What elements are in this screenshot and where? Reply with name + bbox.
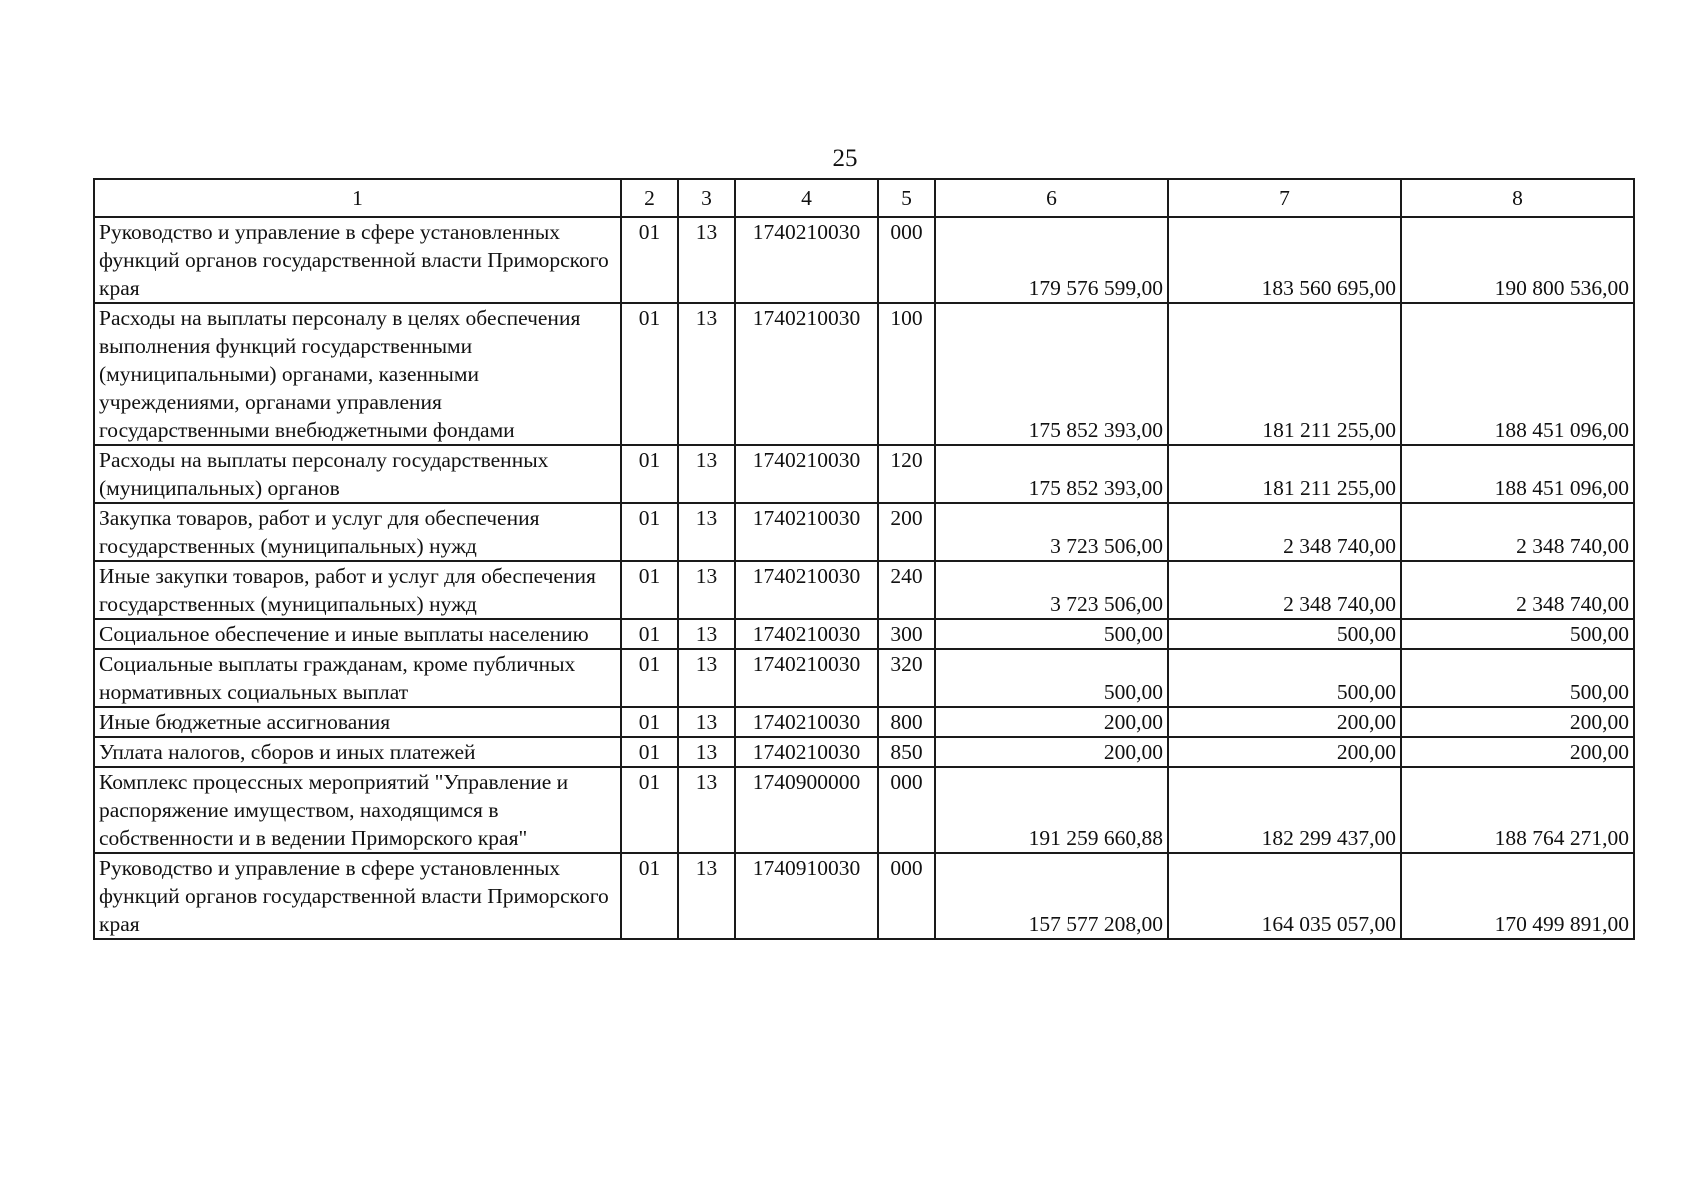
amount-col-6: 500,00: [935, 619, 1168, 649]
amount-col-7: 181 211 255,00: [1168, 445, 1401, 503]
subsection-code: 13: [678, 217, 735, 303]
expense-type-code: 000: [878, 767, 935, 853]
amount-col-7: 183 560 695,00: [1168, 217, 1401, 303]
amount-col-8: 170 499 891,00: [1401, 853, 1634, 939]
expense-name: Уплата налогов, сборов и иных платежей: [94, 737, 621, 767]
expense-name: Расходы на выплаты персоналу государственных (муниципальных) органов: [94, 445, 621, 503]
column-header: 4: [735, 179, 878, 217]
column-header: 5: [878, 179, 935, 217]
section-code: 01: [621, 445, 678, 503]
amount-col-7: 182 299 437,00: [1168, 767, 1401, 853]
amount-col-7: 200,00: [1168, 737, 1401, 767]
table-row: [94, 619, 1634, 649]
expense-name: Закупка товаров, работ и услуг для обеспечения государственных (муниципальных) нужд: [94, 503, 621, 561]
amount-col-7: 2 348 740,00: [1168, 561, 1401, 619]
amount-col-6: 500,00: [935, 649, 1168, 707]
expense-type-code: 850: [878, 737, 935, 767]
amount-col-6: 200,00: [935, 737, 1168, 767]
column-header: 8: [1401, 179, 1634, 217]
target-article-code: 1740210030: [735, 707, 878, 737]
amount-col-8: 2 348 740,00: [1401, 503, 1634, 561]
column-header: 6: [935, 179, 1168, 217]
amount-col-8: 2 348 740,00: [1401, 561, 1634, 619]
column-header: 1: [94, 179, 621, 217]
amount-col-8: 200,00: [1401, 737, 1634, 767]
expense-name: Комплекс процессных мероприятий "Управление и распоряжение имуществом, находящимся в собственности и в ведении Приморского края": [94, 767, 621, 853]
amount-col-8: 188 764 271,00: [1401, 767, 1634, 853]
target-article-code: 1740210030: [735, 561, 878, 619]
column-header: 2: [621, 179, 678, 217]
subsection-code: 13: [678, 767, 735, 853]
subsection-code: 13: [678, 853, 735, 939]
amount-col-7: 500,00: [1168, 649, 1401, 707]
expense-type-code: 240: [878, 561, 935, 619]
target-article-code: 1740210030: [735, 649, 878, 707]
amount-col-7: 2 348 740,00: [1168, 503, 1401, 561]
amount-col-6: 3 723 506,00: [935, 561, 1168, 619]
expense-type-code: 800: [878, 707, 935, 737]
amount-col-6: 179 576 599,00: [935, 217, 1168, 303]
table-row: [94, 767, 1634, 853]
section-code: 01: [621, 217, 678, 303]
amount-col-8: 190 800 536,00: [1401, 217, 1634, 303]
amount-col-8: 188 451 096,00: [1401, 303, 1634, 445]
table-row: [94, 503, 1634, 561]
amount-col-6: 175 852 393,00: [935, 445, 1168, 503]
target-article-code: 1740900000: [735, 767, 878, 853]
amount-col-6: 3 723 506,00: [935, 503, 1168, 561]
subsection-code: 13: [678, 737, 735, 767]
column-header: 3: [678, 179, 735, 217]
section-code: 01: [621, 737, 678, 767]
target-article-code: 1740210030: [735, 619, 878, 649]
table-row: [94, 561, 1634, 619]
target-article-code: 1740210030: [735, 737, 878, 767]
page-number: 25: [832, 145, 858, 172]
subsection-code: 13: [678, 445, 735, 503]
expense-name: Руководство и управление в сфере установленных функций органов государственной власти Приморского края: [94, 853, 621, 939]
amount-col-7: 500,00: [1168, 619, 1401, 649]
table-row: [94, 853, 1634, 939]
amount-col-6: 200,00: [935, 707, 1168, 737]
column-header: 7: [1168, 179, 1401, 217]
expense-name: Руководство и управление в сфере установленных функций органов государственной власти Приморского края: [94, 217, 621, 303]
subsection-code: 13: [678, 707, 735, 737]
section-code: 01: [621, 767, 678, 853]
subsection-code: 13: [678, 619, 735, 649]
expense-name: Иные бюджетные ассигнования: [94, 707, 621, 737]
section-code: 01: [621, 619, 678, 649]
amount-col-6: 175 852 393,00: [935, 303, 1168, 445]
expense-type-code: 100: [878, 303, 935, 445]
expense-type-code: 300: [878, 619, 935, 649]
expense-type-code: 000: [878, 217, 935, 303]
section-code: 01: [621, 503, 678, 561]
target-article-code: 1740210030: [735, 303, 878, 445]
expense-type-code: 000: [878, 853, 935, 939]
target-article-code: 1740210030: [735, 445, 878, 503]
expense-name: Социальное обеспечение и иные выплаты населению: [94, 619, 621, 649]
budget-table: [93, 178, 1635, 940]
table-row: [94, 649, 1634, 707]
section-code: 01: [621, 561, 678, 619]
section-code: 01: [621, 303, 678, 445]
subsection-code: 13: [678, 561, 735, 619]
table-row: [94, 707, 1634, 737]
expense-name: Социальные выплаты гражданам, кроме публичных нормативных социальных выплат: [94, 649, 621, 707]
amount-col-8: 500,00: [1401, 619, 1634, 649]
table-row: [94, 737, 1634, 767]
section-code: 01: [621, 853, 678, 939]
amount-col-8: 500,00: [1401, 649, 1634, 707]
amount-col-8: 200,00: [1401, 707, 1634, 737]
subsection-code: 13: [678, 503, 735, 561]
expense-type-code: 320: [878, 649, 935, 707]
amount-col-6: 191 259 660,88: [935, 767, 1168, 853]
table-row: [94, 445, 1634, 503]
expense-name: Расходы на выплаты персоналу в целях обеспечения выполнения функций государственными (муниципальными) органами, казенными учреждениями, органами управления государственными внебюджетными фондами: [94, 303, 621, 445]
expense-type-code: 120: [878, 445, 935, 503]
subsection-code: 13: [678, 649, 735, 707]
target-article-code: 1740910030: [735, 853, 878, 939]
target-article-code: 1740210030: [735, 217, 878, 303]
amount-col-6: 157 577 208,00: [935, 853, 1168, 939]
amount-col-7: 181 211 255,00: [1168, 303, 1401, 445]
table-row: [94, 303, 1634, 445]
table-row: [94, 217, 1634, 303]
table-header-row: [94, 179, 1634, 217]
section-code: 01: [621, 649, 678, 707]
subsection-code: 13: [678, 303, 735, 445]
amount-col-7: 200,00: [1168, 707, 1401, 737]
expense-name: Иные закупки товаров, работ и услуг для обеспечения государственных (муниципальных) нужд: [94, 561, 621, 619]
expense-type-code: 200: [878, 503, 935, 561]
amount-col-7: 164 035 057,00: [1168, 853, 1401, 939]
amount-col-8: 188 451 096,00: [1401, 445, 1634, 503]
section-code: 01: [621, 707, 678, 737]
target-article-code: 1740210030: [735, 503, 878, 561]
